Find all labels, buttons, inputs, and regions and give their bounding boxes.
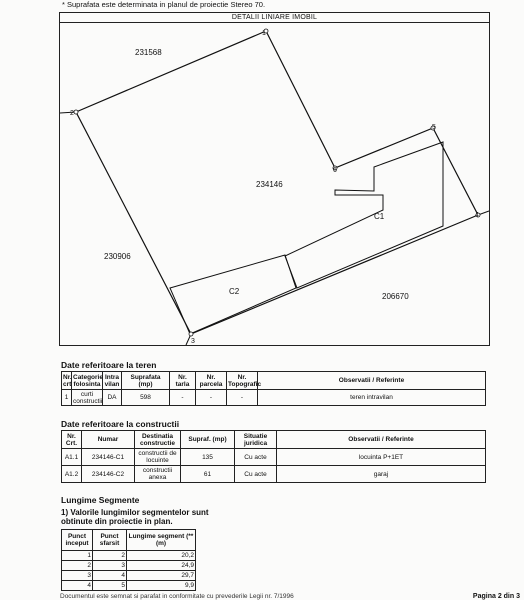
constructii-cell: 234146-C2 [82,466,135,483]
segmente-header-row [62,530,196,551]
plan-box [59,12,490,346]
constructii-header-cell: Destinatia constructie [135,431,181,449]
point-marker-3 [189,332,193,336]
building-c1 [285,142,443,288]
constructii-cell: locuinta P+1ET [277,449,486,466]
teren-header-cell: Suprafata (mp) [122,372,170,390]
page-number: Pagina 2 din 3 [472,593,520,600]
segmente-header-cell: Punct sfarsit [93,530,127,551]
table-row [62,581,196,591]
segmente-cell: 2 [93,551,127,561]
point-marker-2 [74,110,78,114]
constructii-cell: Cu acte [235,466,277,483]
teren-header-cell: Nr. Topografic [228,373,262,388]
teren-table [61,371,486,406]
teren-cell: teren intravilan [258,390,486,406]
constructii-cell: garaj [277,466,486,483]
segmente-header-cell: Lungime segment (** (m) [127,530,196,551]
segmente-cell: 24,9 [127,561,196,571]
building-label-c2: C2 [229,287,240,296]
point-label-4: 4 [475,212,479,219]
teren-cell: curti constructii [73,390,103,405]
teren-header-cell: Observatii / Referinte [258,372,486,390]
point-label-1: 1 [262,30,266,37]
teren-cell: 598 [122,390,170,406]
constructii-header-row [62,431,486,449]
constructii-section-title: Date referitoare la constructii [61,419,180,429]
parcel-label-206670: 206670 [382,292,409,301]
teren-header-row [62,372,486,390]
teren-section-title: Date referitoare la teren [61,360,157,370]
plan-title: DETALII LINIARE IMOBIL [60,13,489,23]
table-row [62,466,486,483]
constructii-header-cell: Situatie juridica [235,431,277,449]
table-row [62,390,486,406]
segmente-cell: 9,9 [127,581,196,591]
segmente-cell: 4 [62,581,93,591]
teren-cell: - [227,390,258,406]
segmente-table [61,529,196,591]
segmente-cell: 1 [62,551,93,561]
constructii-cell: Cu acte [235,449,277,466]
constructii-cell: A1.2 [62,466,82,483]
segmente-cell: 2 [62,561,93,571]
stereo70-note: * Suprafata este determinata in planul de proiectie Stereo 70. [62,0,266,9]
segmente-cell: 3 [62,571,93,581]
point-label-6: 6 [333,167,337,174]
constructii-cell: 234146-C1 [82,449,135,466]
footer-note: Documentul este semnat si parafat in conformitate cu prevederile Legii nr. 7/1996 [60,593,294,600]
teren-cell: DA [103,390,122,406]
constructii-header-cell: Supraf. (mp) [181,431,235,449]
constructii-cell: A1.1 [62,449,82,466]
constructii-header-cell: Numar [82,431,135,449]
constructii-cell: 61 [181,466,235,483]
table-row [62,551,196,561]
table-row [62,571,196,581]
segmente-cell: 5 [93,581,127,591]
teren-cell: 1 [62,390,72,406]
segmente-cell: 20,2 [127,551,196,561]
segmente-header-cell: Punct inceput [62,530,93,551]
teren-header-cell: Categorie folosinta [73,373,103,388]
point-label-3: 3 [191,338,195,345]
constructii-cell: constructii de locuinte [135,449,181,466]
teren-header-cell: Nr. parcela [196,372,227,390]
point-label-5: 5 [432,124,436,131]
constructii-cell: constructii anexa [135,466,181,483]
constructii-header-cell: Nr. Crt. [62,431,82,449]
segmente-cell: 3 [93,561,127,571]
segmente-section-title: Lungime Segmente [61,495,140,505]
segmente-cell: 29,7 [127,571,196,581]
point-label-2: 2 [70,110,74,117]
plan-drawing [60,23,489,345]
teren-header-cell: Nr. tarla [170,372,196,390]
segmente-cell: 4 [93,571,127,581]
building-label-c1: C1 [374,212,385,221]
table-row [62,561,196,571]
teren-header-cell: Intra vilan [103,372,122,390]
parcel-label-231568: 231568 [135,48,162,57]
constructii-cell: 135 [181,449,235,466]
teren-cell: - [196,390,227,406]
teren-cell: - [170,390,196,406]
table-row [62,449,486,466]
segmente-subtitle: 1) Valorile lungimilor segmentelor sunt obtinute din proiectie in plan. [61,508,209,526]
parcel-label-230906: 230906 [104,252,131,261]
parcel-label-234146: 234146 [256,180,283,189]
constructii-header-cell: Observatii / Referinte [277,431,486,449]
constructii-table [61,430,486,483]
teren-header-cell: Nr. crt [63,373,72,388]
